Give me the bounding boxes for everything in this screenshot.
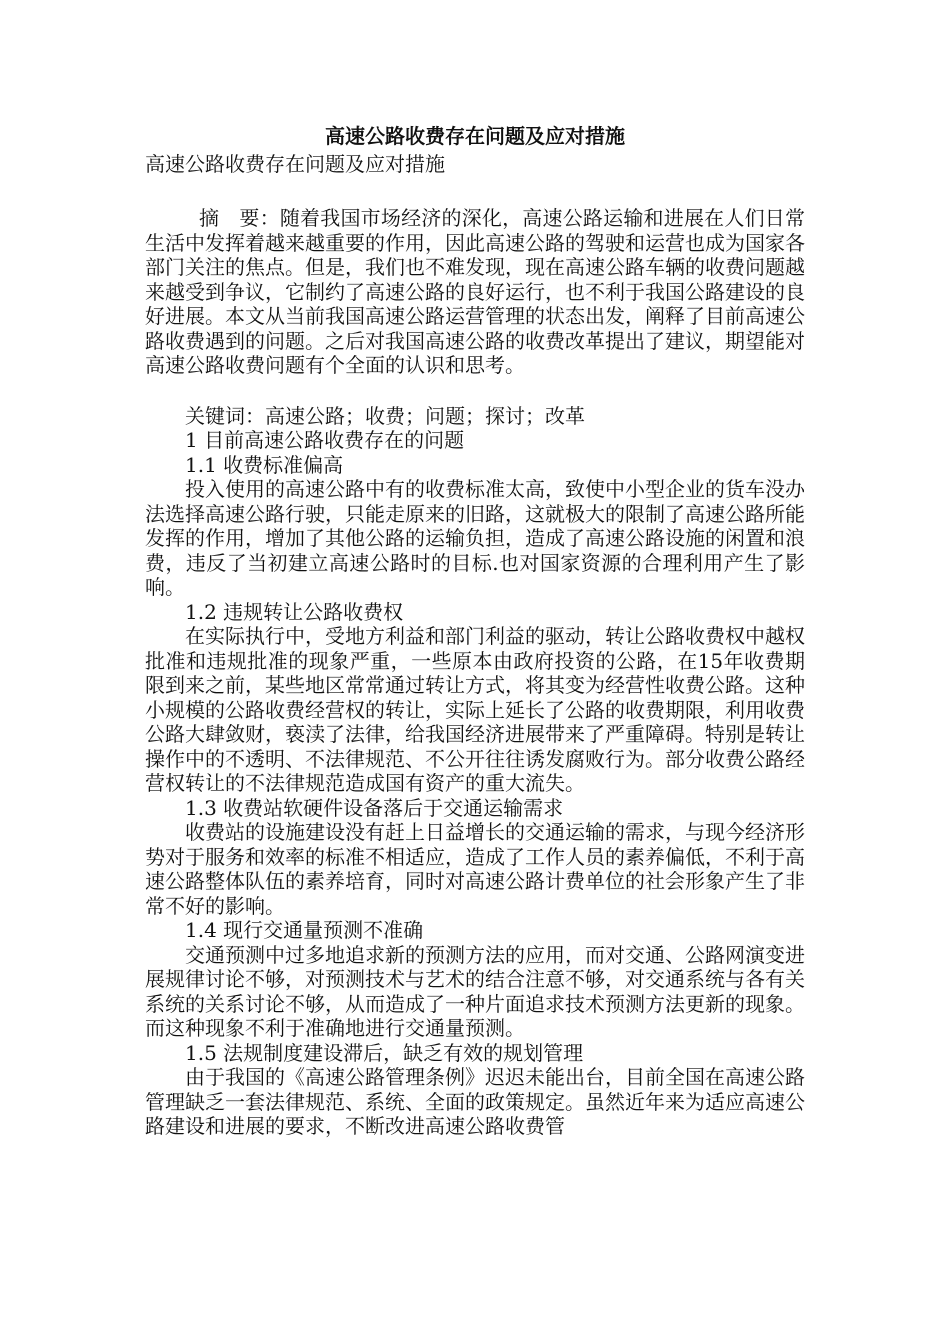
section-1-heading: 1 目前高速公路收费存在的问题 <box>185 428 465 452</box>
section-1-1-paragraph: 投入使用的高速公路中有的收费标准太高，致使中小型企业的货车没办法选择高速公路行驶，只能走原来的旧路，这就极大的限制了高速公路所能发挥的作用，增加了其他公路的运输负担，造成了高速公路设施的闲置和浪费，违反了当初建立高速公路时的目标.也对国家资源的合理利用产生了影响。 <box>145 477 805 599</box>
abstract-paragraph: 摘 要：随着我国市场经济的深化，高速公路运输和进展在人们日常生活中发挥着越来越重要的作用，因此高速公路的驾驶和运营也成为国家各部门关注的焦点。但是，我们也不难发现，现在高速公路车辆的收费问题越来越受到争议，它制约了高速公路的良好运行，也不利于我国公路建设的良好进展。本文从当前我国高速公路运营管理的状态出发，阐释了目前高速公路收费遇到的问题。之后对我国高速公路的收费改革提出了建议，期望能对高速公路收费问题有个全面的认识和思考。 <box>145 206 805 377</box>
document-subtitle: 高速公路收费存在问题及应对措施 <box>145 152 445 176</box>
keywords-line: 关键词：高速公路；收费；问题；探讨；改革 <box>185 403 585 428</box>
section-1-2-paragraph: 在实际执行中，受地方利益和部门利益的驱动，转让公路收费权中越权批准和违规批准的现象严重，一些原本由政府投资的公路，在15年收费期限到来之前，某些地区常常通过转让方式，将其变为经营性收费公路。这种小规模的公路收费经营权的转让，实际上延长了公路的收费期限，利用收费公路大肆敛财，亵渎了法律，给我国经济进展带来了严重障碍。特别是转让操作中的不透明、不法律规范、不公开往往诱发腐败行为。部分收费公路经营权转让的不法律规范造成国有资产的重大流失。 <box>145 624 805 795</box>
blank-line <box>145 178 805 206</box>
document-title: 高速公路收费存在问题及应对措施 <box>325 124 625 148</box>
section-1-3-paragraph: 收费站的设施建设没有赶上日益增长的交通运输的需求，与现今经济形势对于服务和效率的标准不相适应，造成了工作人员的素养偏低，不利于高速公路整体队伍的素养培育，同时对高速公路计费单位的社会形象产生了非常不好的影响。 <box>145 820 805 918</box>
section-1-4-paragraph: 交通预测中过多地追求新的预测方法的应用，而对交通、公路网演变进展规律讨论不够，对预测技术与艺术的结合注意不够，对交通系统与各有关系统的关系讨论不够，从而造成了一种片面追求技术预测方法更新的现象。而这种现象不利于准确地进行交通量预测。 <box>145 942 805 1040</box>
section-1-2-heading: 1.2 违规转让公路收费权 <box>185 599 404 624</box>
section-1-3-heading: 1.3 收费站软硬件设备落后于交通运输需求 <box>185 795 564 820</box>
document-page <box>145 122 805 1139</box>
section-1-5-paragraph: 由于我国的《高速公路管理条例》迟迟未能出台，目前全国在高速公路管理缺乏一套法律规范、系统、全面的政策规定。虽然近年来为适应高速公路建设和进展的要求，不断改进高速公路收费管 <box>145 1065 805 1138</box>
section-1-5-heading: 1.5 法规制度建设滞后，缺乏有效的规划管理 <box>185 1040 584 1065</box>
section-1-1-heading: 1.1 收费标准偏高 <box>185 452 344 477</box>
section-1-4-heading: 1.4 现行交通量预测不准确 <box>185 918 424 942</box>
